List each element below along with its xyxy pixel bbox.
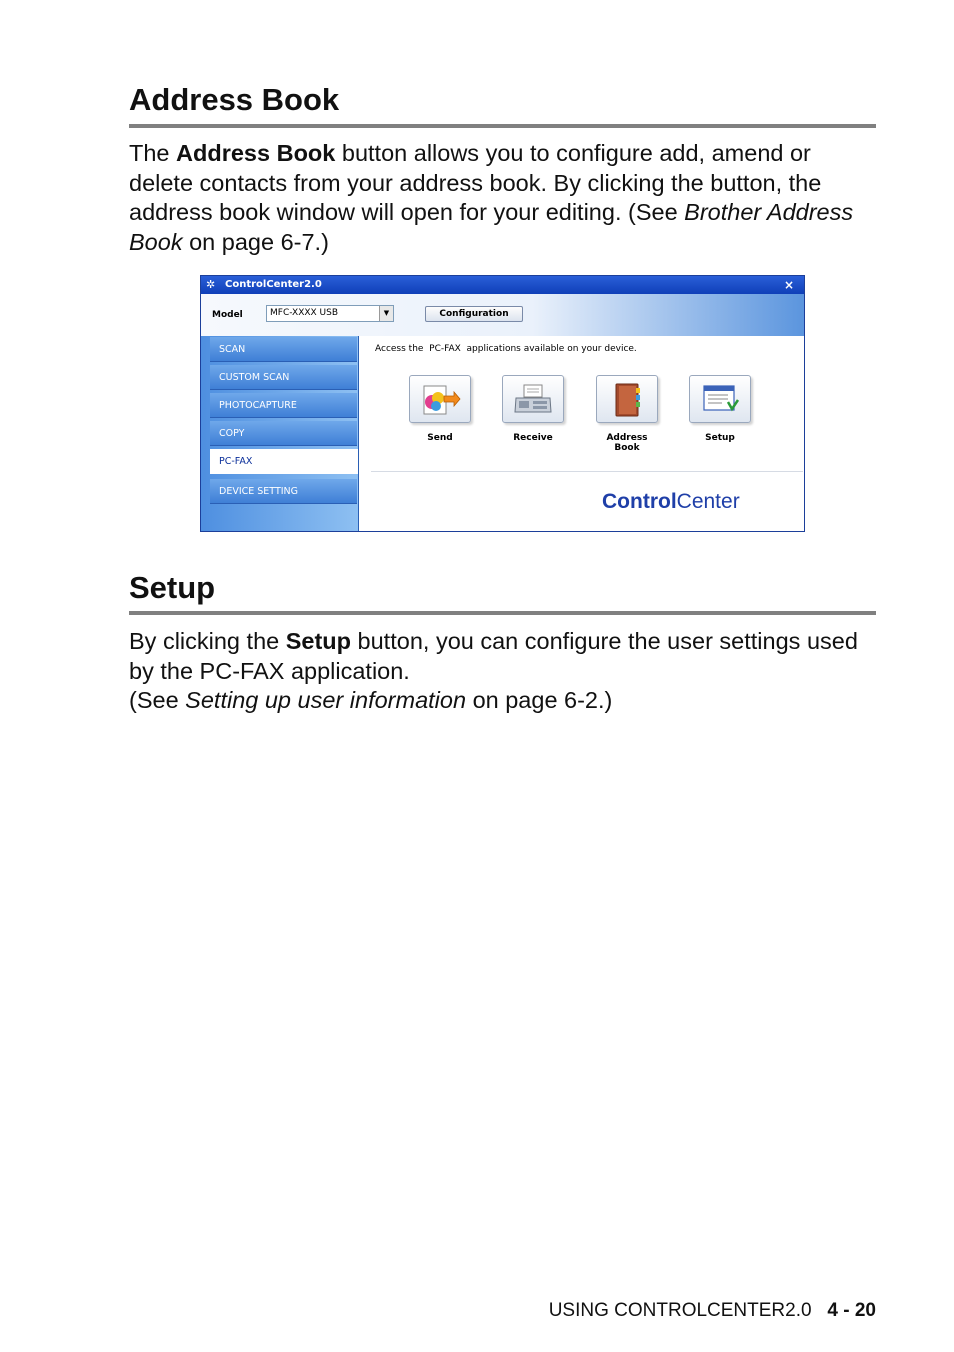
sidebar-item-copy[interactable]: COPY [210,421,357,446]
heading-rule [129,124,876,128]
pc-fax-panel [358,336,804,531]
setup-button[interactable] [687,375,753,443]
text-page-ref: on page 6-7.) [189,228,329,255]
footer-page-number: 4 - 20 [827,1300,876,1321]
setup-paragraph [129,627,879,716]
text-setup-desc: button, you can configure the user settings used by the PC-FAX application. [129,628,858,684]
text-page-ref: on page 6-2.) [472,687,613,713]
address-book-paragraph [129,139,879,257]
configuration-button[interactable]: Configuration [425,306,523,322]
receive-tile[interactable] [502,375,564,423]
model-label: Model [212,310,243,320]
logo-text-light: Center [676,490,740,513]
text-address-book-bold: Address Book [176,140,336,166]
text-setting-up-ref: Setting up user information [185,687,467,713]
page-footer [549,1300,876,1322]
heading-rule [129,611,876,615]
window-titlebar [201,276,804,294]
text-the: The [129,140,170,166]
footer-chapter: USING CONTROLCENTER2.0 [548,1300,812,1321]
text-brother-address-book-ref: Brother Address Book [129,199,854,255]
setup-tile[interactable] [689,375,751,423]
text-setup-bold: Setup [285,628,352,654]
send-button[interactable] [407,375,473,443]
send-label: Send [427,433,453,443]
sidebar-item-photocapture[interactable]: PHOTOCAPTURE [210,393,357,418]
sidebar-item-device-setting[interactable]: DEVICE SETTING [210,479,357,504]
fax-machine-icon [511,382,555,418]
sidebar [201,336,358,531]
sidebar-item-pc-fax[interactable]: PC-FAX [210,449,359,474]
panel-divider [371,471,803,472]
sidebar-item-custom-scan[interactable]: CUSTOM SCAN [210,365,357,390]
dropdown-arrow-icon[interactable]: ▼ [379,306,393,321]
window-title: ControlCenter2.0 [225,279,322,290]
text-by-clicking: By clicking the [129,628,280,654]
panel-description: Access the PC-FAX applications available on your device. [375,344,637,354]
receive-button[interactable] [500,375,566,443]
setup-icon [698,382,742,418]
address-book-heading: Address Book [129,82,340,117]
controlcenter-app-icon: ✲ [206,278,216,291]
send-icon [418,382,462,418]
receive-label: Receive [513,433,553,443]
sidebar-item-scan[interactable]: SCAN [210,337,357,362]
logo-text-bold: Control [602,490,677,513]
model-select[interactable] [266,305,394,322]
controlcenter-window [200,275,805,532]
model-select-value: MFC-XXXX USB [270,308,339,318]
toolbar [201,294,804,336]
controlcenter-logo [602,490,740,514]
setup-label: Setup [705,433,735,443]
text-see: (See [129,687,179,713]
setup-heading: Setup [129,570,216,605]
address-book-label: Address Book [606,433,648,453]
address-book-tile[interactable] [596,375,658,423]
address-book-button[interactable] [594,375,660,453]
close-icon[interactable]: × [783,278,794,292]
send-tile[interactable] [409,375,471,423]
text-address-book-desc: button allows you to configure add, amend or delete contacts from your address book. By clicking the button, the address book window will open for your editing. (See [129,140,822,225]
address-book-icon [605,382,649,418]
